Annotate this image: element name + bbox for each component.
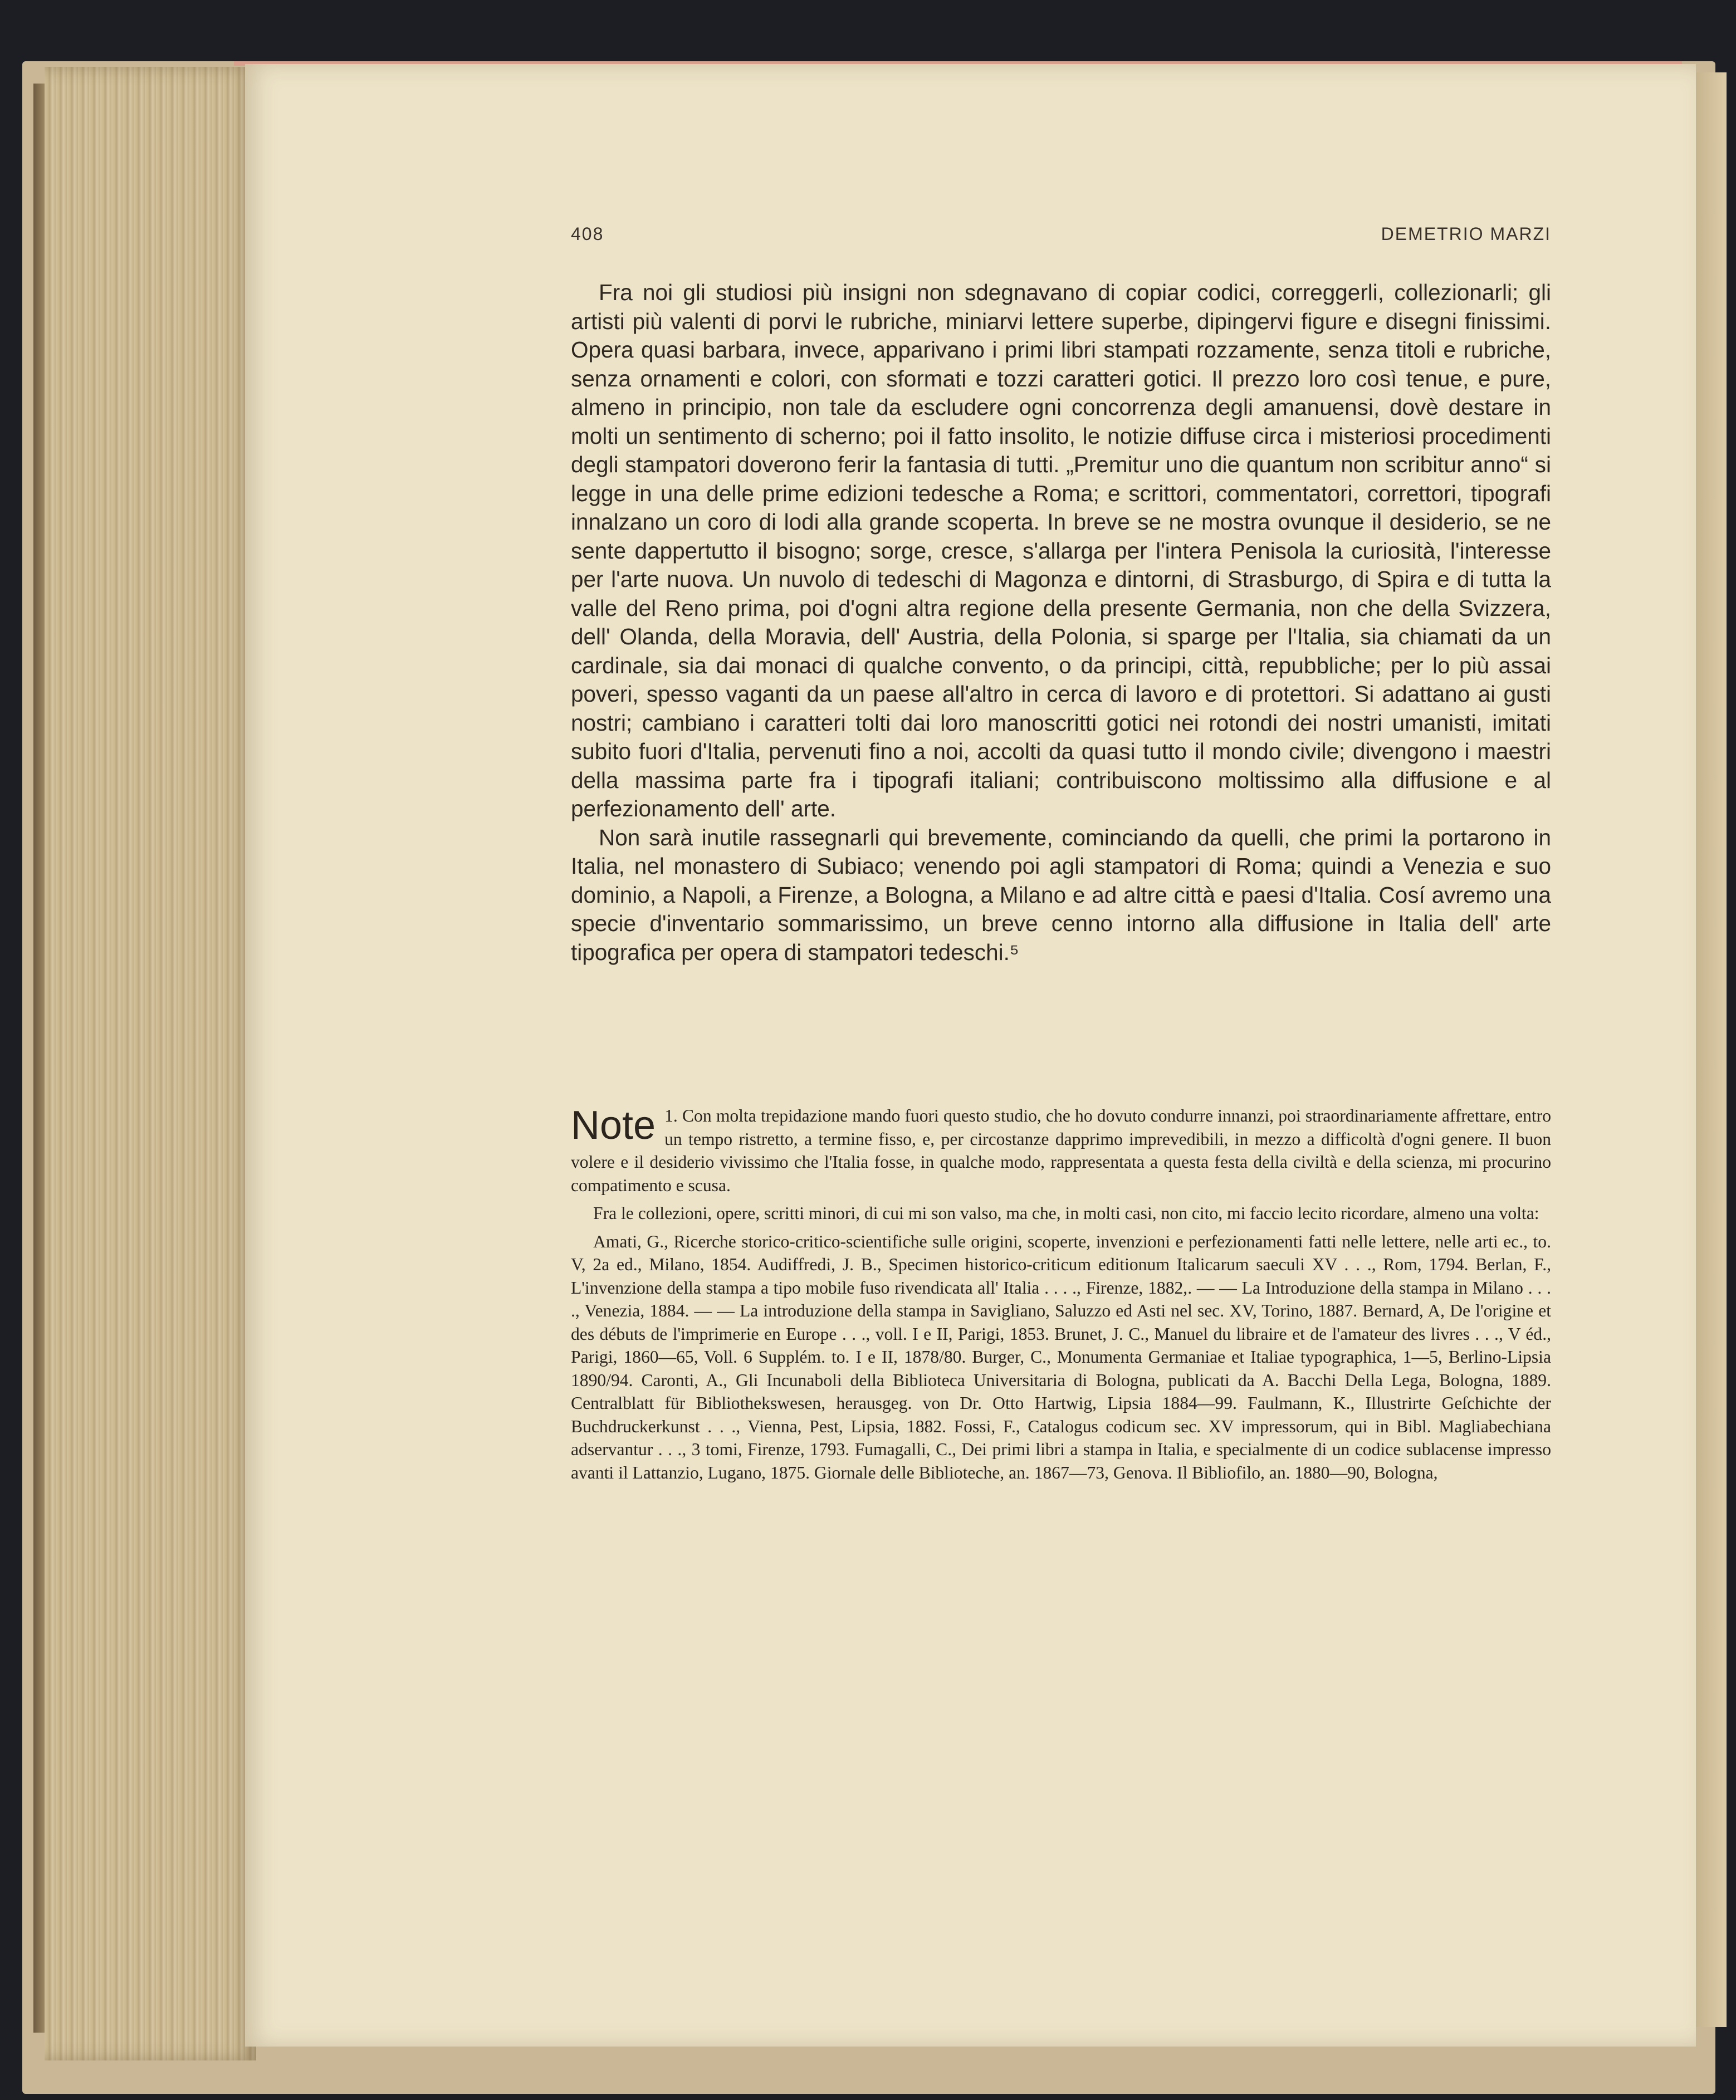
body-paragraph-text: Non sarà inutile rassegnarli qui brevemente, cominciando da quelli, che primi la portarono in Italia, nel monastero di Subiaco; venendo poi agli stampatori di Roma; quindi a Venezia e suo dominio, a Napoli, a Firenze, a Bologna, a Milano e ad altre città e paesi d'Italia. Cosí avremo una specie d'inventario sommarissimo, un breve cenno intorno alla diffusione in Italia dell' arte tipografica per opera di stampatori tedeschi.⁵ — [571, 824, 1551, 965]
main-text — [571, 278, 1551, 967]
page-number: 408 — [571, 224, 604, 244]
notes-heading: Note — [571, 1103, 656, 1148]
note-paragraph: Fra le collezioni, opere, scritti minori, di cui mi son valso, ma che, in molti casi, non cito, mi faccio lecito ricordare, almeno una volta: — [593, 1203, 1539, 1223]
body-paragraph — [571, 278, 1551, 824]
running-head — [571, 224, 1551, 246]
body-paragraph-text: Fra noi gli studiosi più insigni non sdegnavano di copiar codici, correggerli, collezionarli; gli artisti più valenti di porvi le rubriche, miniarvi lettere superbe, dipingervi figure e disegni finissimi. Opera quasi barbara, invece, apparivano i primi libri stampati rozzamente, senza titoli e rubriche, senza ornamenti e colori, con sformati e tozzi caratteri gotici. Il prezzo loro così tenue, e pure, almeno in principio, non tale da escludere ogni concorrenza degli amanuensi, dovè destare in molti un sentimento di scherno; poi il fatto insolito, le notizie diffuse circa i misteriosi procedimenti degli stampatori doverono ferir la fantasia di tutti. „Premitur uno die quantum non scribitur anno“ si legge in una delle prime edizioni tedesche a Roma; e scrittori, commentatori, correttori, tipografi innalzano un coro di lodi alla grande scoperta. In breve se ne mostra ovunque il desiderio, se ne sente dappertutto il bisogno; sorge, cresce, s'allarga per l'intera Penisola la curiosità, l'interesse per l'arte nuova. Un nuvolo di tedeschi di Magonza e dintorni, di Strasburgo, di Spira e di tutta la valle del Reno prima, poi d'ogni altra regione della presente Germania, non che della Svizzera, dell' Olanda, della Moravia, dell' Austria, della Polonia, si sparge per l'Italia, sia chiamati da un cardinale, sia dai monaci di qualche convento, o da principi, città, repubbliche; per lo più assai poveri, spesso vaganti da un paese all'altro in cerca di lavoro e di protettori. Si adattano ai gusti nostri; cambiano i caratteri tolti dai loro manoscritti gotici nei rotondi dei nostri umanisti, imitati subito fuori d'Italia, pervenuti fino a noi, accolti da quasi tutto il mondo civile; divengono i maestri della massima parte fra i tipografi italiani; contribuiscono moltissimo alla diffusione e al perfezionamento dell' arte. — [571, 280, 1551, 821]
note-paragraph: Amati, G., Ricerche storico-critico-scientifiche sulle origini, scoperte, invenzioni e perfezionamenti fatti nelle lettere, nelle arti ec., to. V, 2a ed., Milano, 1854. Audiffredi, J. B., Specimen historico-criticum editionum Italicarum saeculi XV . . ., Rom, 1794. Berlan, F., L'invenzione della stampa a tipo mobile fuso rivendicata all' Italia . . . ., Firenze, 1882,. — — La Introduzione della stampa in Milano . . . ., Venezia, 1884. — — La introduzione della stampa in Savigliano, Saluzzo ed Asti nel sec. XV, Torino, 1887. Bernard, A, De l'origine et des débuts de l'imprimerie en Europe . . ., voll. I e II, Parigi, 1853. Brunet, J. C., Manuel du libraire et de l'amateur des livres . . ., V éd., Parigi, 1860—65, Voll. 6 Supplém. to. I e II, 1878/80. Burger, C., Monumenta Germaniae et Italiae typographica, 1—5, Berlino-Lipsia 1890/94. Caronti, A., Gli Incunaboli della Biblioteca Universitaria di Bologna, publicati da A. Bacchi Della Lega, Bologna, 1889. Centralblatt für Bibliothekswesen, herausgeg. von Dr. Otto Hartwig, Lipsia 1884—99. Faulmann, K., Illustrirte Geſchichte der Buchdruckerkunst . . ., Vienna, Pest, Lipsia, 1882. Fossi, F., Catalogus codicum sec. XV impressorum, qui in Bibl. Magliabechiana adservantur . . ., 3 tomi, Firenze, 1793. Fumagalli, C., Dei primi libri a stampa in Italia, e specialmente di un codice sublacense impresso avanti il Lattanzio, Lugano, 1875. Giornale delle Biblioteche, an. 1867—73, Genova. Il Bibliofilo, an. 1880—90, Bologna, — [571, 1231, 1551, 1482]
page-edges-stack — [45, 67, 256, 2060]
note-paragraph: 1. Con molta trepidazione mando fuori questo studio, che ho dovuto condurre innanzi, poi straordinariamente affrettare, entro un tempo ristretto, a termine fisso, e, per circostanze dapprimo imprevedibili, in mezzo a difficoltà d'ogni genere. Il buon volere e il desiderio vivissimo che l'Italia fosse, in qualche modo, rappresentata a questa festa della civiltà e della scienza, mi procurino compatimento e scusa. — [571, 1106, 1551, 1195]
notes-section — [571, 1104, 1551, 1489]
running-head-author: DEMETRIO MARZI — [1381, 224, 1551, 244]
body-paragraph — [571, 824, 1551, 967]
